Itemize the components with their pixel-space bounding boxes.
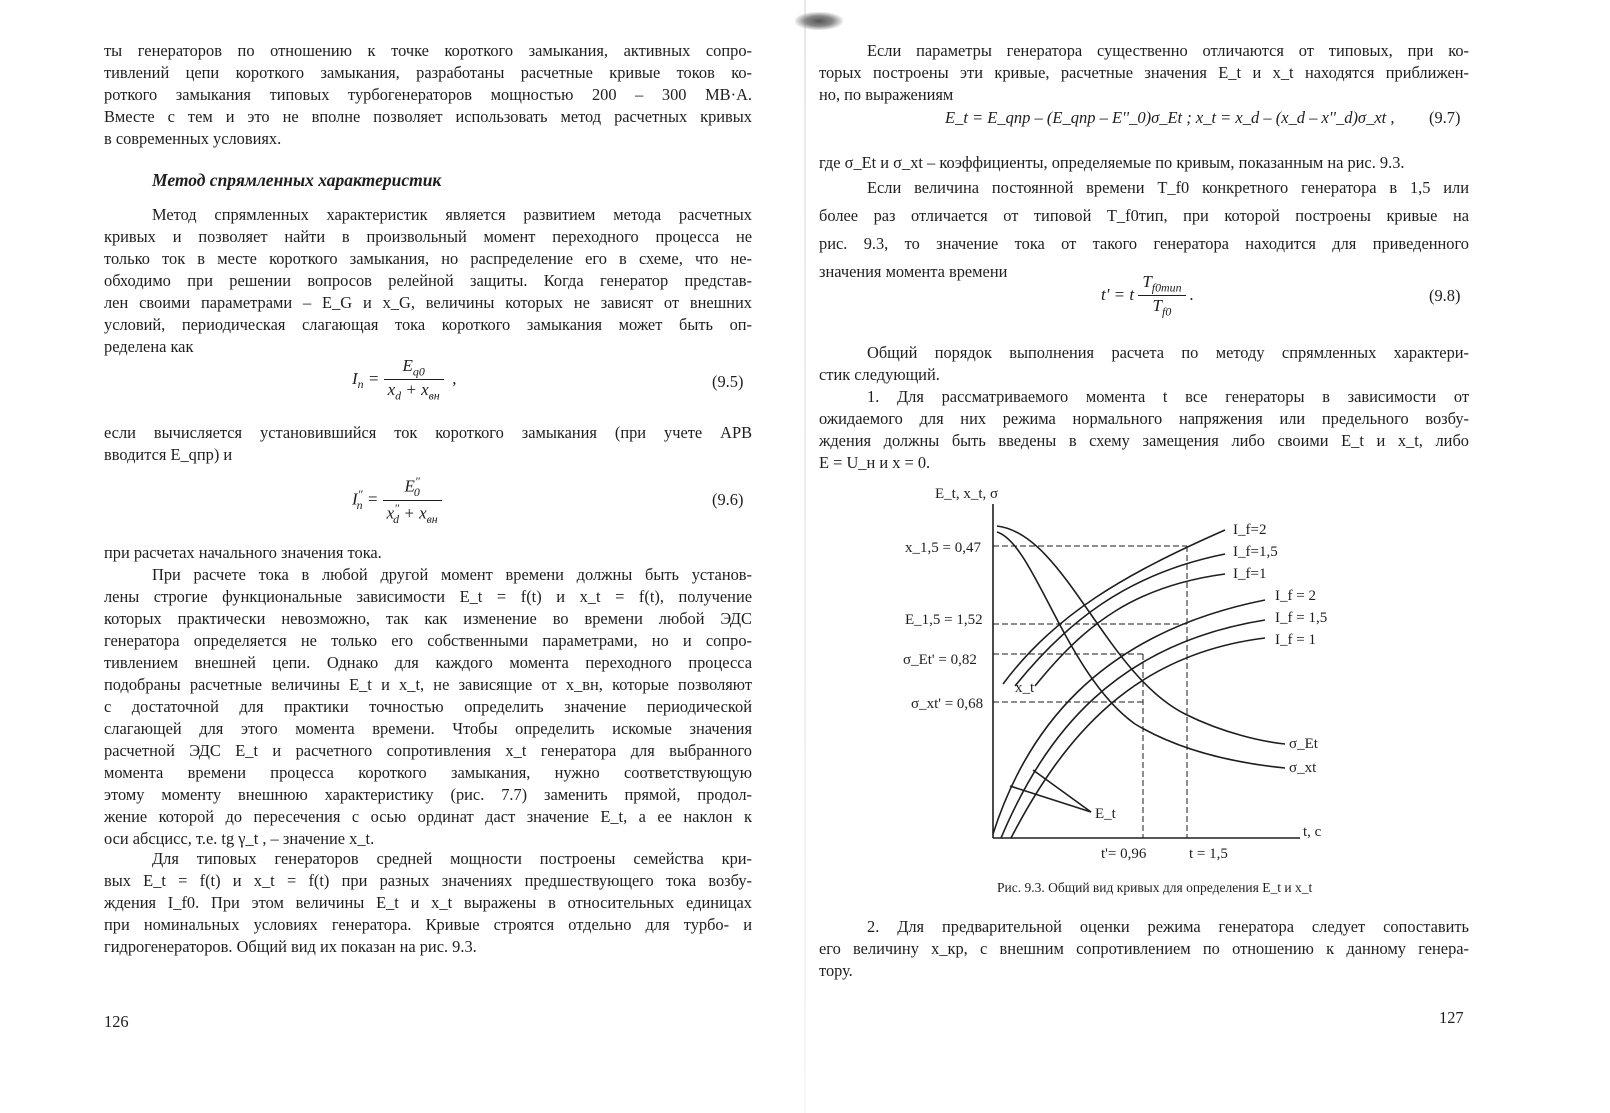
text-line: Если параметры генератора существенно отличаются от типовых, при ко- — [867, 41, 1469, 60]
curve-mid-if15 — [1001, 620, 1265, 838]
curve-label-top-0: I_f=2 — [1233, 522, 1267, 538]
text-line: значения момента времени — [819, 262, 1008, 281]
equation-9-5: $I_п$ = $\frac{E_{q0}}{x_d + x_{вн}}$ , — [352, 356, 457, 403]
intro-paragraph — [104, 40, 752, 150]
paragraph-after-9-6: при расчетах начального значения тока. — [104, 543, 382, 562]
text-line: ожидаемого для них режима нормального напряжения или предельного возбу- — [819, 409, 1469, 428]
text-line: при номинальных условиях генератора. Кривые строятся отдельно для турбо- и — [104, 915, 752, 934]
text-line: тивлений цепи короткого замыкания, разработаны расчетные кривые токов ко- — [104, 63, 752, 82]
text-line: оси абсцисс, т.е. tg γ_t , – значение x_t. — [104, 829, 375, 848]
label-sigma-x: σ_xt' = 0,68 — [911, 696, 984, 712]
equation-number-9-6: (9.6) — [712, 490, 744, 509]
text-line: лены строгие функциональные зависимости E_t = f(t) и x_t = f(t), получение — [104, 587, 752, 606]
label-Et: E_t — [1095, 806, 1116, 822]
curve-label-top-2: I_f=1 — [1233, 566, 1267, 582]
label-x15: x_1,5 = 0,47 — [905, 540, 981, 556]
text-line: Общий порядок выполнения расчета по методу спрямленных характери- — [867, 343, 1469, 362]
text-line: обходимо при решении вопросов релейной защиты. Когда генератор представ- — [104, 271, 752, 290]
text-line: только ток в месте короткого замыкания, но распределение его в схеме, что не- — [104, 249, 752, 268]
text-line: жение которой до пересечения с осью ординат даст значение E_t, а ее наклон к — [104, 807, 752, 826]
curve-label-top-1: I_f=1,5 — [1233, 544, 1278, 560]
label-E15: E_1,5 = 1,52 — [905, 612, 983, 628]
label-xt: x_t — [1015, 680, 1035, 696]
text-line: его величину x_кр, с внешним сопротивлением по отношению к данному генера- — [819, 939, 1469, 958]
label-t: t = 1,5 — [1189, 846, 1228, 862]
page-number-left: 126 — [104, 1012, 129, 1031]
text-line: кривых и позволяет найти в произвольный момент переходного процесса не — [104, 227, 752, 246]
paragraph-step-1 — [819, 386, 1469, 474]
paragraph-step-2 — [819, 916, 1469, 982]
paragraph-typical-generators — [104, 848, 752, 958]
text-line: ты генераторов по отношению к точке короткого замыкания, активных сопро- — [104, 41, 752, 60]
text-line: подобраны расчетные величины E_t и x_t, не зависящие от x_вн, которые позволяют — [104, 675, 752, 694]
section-heading: Метод спрямленных характеристик — [152, 170, 442, 190]
paragraph-nontypical-params — [819, 40, 1469, 106]
right-page — [805, 0, 1610, 1113]
paragraph-functional-dependencies — [104, 564, 752, 850]
equation-number-9-5: (9.5) — [712, 372, 744, 391]
text-line: в современных условиях. — [104, 129, 282, 148]
equation-number-9-8: (9.8) — [1429, 286, 1461, 305]
text-line: которых практически невозможно, так как изменение во времени любой ЭДС — [104, 609, 752, 628]
text-line: роткого замыкания типовых турбогенераторов мощностью 200 – 300 МВ·А. — [104, 85, 752, 104]
text-line: При расчете тока в любой другой момент времени должны быть установ- — [152, 565, 752, 584]
paragraph-method-intro — [104, 204, 752, 358]
text-line: стик следующий. — [819, 365, 940, 384]
equation-9-6: $I^"_п$ = $\frac{E^"_0}{x^"_d + x_{вн}}$ — [352, 474, 442, 527]
text-line: вых E_t = f(t) и x_t = f(t) при разных значениях предшествующего тока возбу- — [104, 871, 752, 890]
text-line: 1. Для рассматриваемого момента t все генераторы в зависимости от — [867, 387, 1469, 406]
curve-label-mid-1: I_f = 1,5 — [1275, 610, 1328, 626]
text-line: тивлением внешней цепи. Однако для каждого момента переходного процесса — [104, 653, 752, 672]
text-line: лен своими параметрами – E_G и x_G, величины которых не зависят от внешних — [104, 293, 752, 312]
label-sigma-Et-curve: σ_Et — [1289, 736, 1318, 752]
curve-mid-if1 — [1011, 638, 1265, 838]
text-line: момента времени процесса короткого замыкания, нужно соответствующую — [104, 763, 752, 782]
equation-9-7: E_t = E_qпр – (E_qпр – E''_0)σ_Et ; x_t = x_d – (x_d – x''_d)σ_xt , — [945, 108, 1395, 127]
text-line: ределена как — [104, 337, 194, 356]
text-line: более раз отличается от типовой T_f0тип, при которой построены кривые на — [819, 206, 1469, 225]
text-line: торых построены эти кривые, расчетные значения E_t и x_t находятся приближен- — [819, 63, 1469, 82]
text-line: расчетной ЭДС E_t и расчетного сопротивления x_t генератора для выбранного — [104, 741, 752, 760]
paragraph-after-9-5 — [104, 422, 752, 466]
text-line: гидрогенераторов. Общий вид их показан на рис. 9.3. — [104, 937, 477, 956]
equation-9-8: t' = t $\frac{T_{f0тип}}{T_{f0}}$ . — [1101, 272, 1195, 319]
text-line: генератора определяется не только его собственными параметрами, но и сопро- — [104, 631, 752, 650]
figure-9-3 — [805, 474, 1610, 874]
text-line: с достаточной для практики точностью определить значение периодической — [104, 697, 752, 716]
text-line: этому моменту внешнюю характеристику (рис. 7.7) заменить прямой, продол- — [104, 785, 752, 804]
text-line: если вычисляется установившийся ток короткого замыкания (при учете АРВ — [104, 423, 752, 442]
paragraph-where: где σ_Et и σ_xt – коэффициенты, определяемые по кривым, показанным на рис. 9.3. — [819, 153, 1405, 172]
text-line: Если величина постоянной времени T_f0 конкретного генератора в 1,5 или — [867, 178, 1469, 197]
text-line: Вместе с тем и это не вполне позволяет использовать метод расчетных кривых — [104, 107, 752, 126]
label-sigma-E: σ_Et' = 0,82 — [903, 652, 977, 668]
page-number-right: 127 — [1439, 1008, 1464, 1027]
x-axis-label: t, c — [1303, 824, 1322, 840]
label-sigma-xt-curve: σ_xt — [1289, 760, 1317, 776]
text-line: Метод спрямленных характеристик является развитием метода расчетных — [152, 205, 752, 224]
paragraph-time-constant — [819, 174, 1469, 286]
text-line: вводится E_qпр) и — [104, 445, 233, 464]
text-line: тору. — [819, 961, 853, 980]
y-axis-label: E_t, x_t, σ — [935, 486, 999, 502]
text-line: ждения I_f0. При этом величины E_t и x_t выражены в относительных единицах — [104, 893, 752, 912]
text-line: ждения должны быть введены в схему замещения либо своими E_t и x_t, либо — [819, 431, 1469, 450]
text-line: Для типовых генераторов средней мощности построены семейства кри- — [152, 849, 752, 868]
text-line: условий, периодическая слагающая тока короткого замыкания может быть оп- — [104, 315, 752, 334]
text-line: E = U_н и x = 0. — [819, 453, 931, 472]
text-line: рис. 9.3, то значение тока от такого генератора находится для приведенного — [819, 234, 1469, 253]
curve-label-mid-2: I_f = 1 — [1275, 632, 1316, 648]
label-t-prime: t'= 0,96 — [1101, 846, 1147, 862]
curve-label-mid-0: I_f = 2 — [1275, 588, 1316, 604]
equation-number-9-7: (9.7) — [1429, 108, 1461, 127]
text-line: слагающей для этого момента времени. Чтобы определить искомые значения — [104, 719, 752, 738]
text-line: но, по выражениям — [819, 85, 954, 104]
paragraph-procedure — [819, 342, 1469, 386]
figure-caption: Рис. 9.3. Общий вид кривых для определения E_t и x_t — [997, 880, 1313, 895]
text-line: 2. Для предварительной оценки режима генератора следует сопоставить — [867, 917, 1469, 936]
